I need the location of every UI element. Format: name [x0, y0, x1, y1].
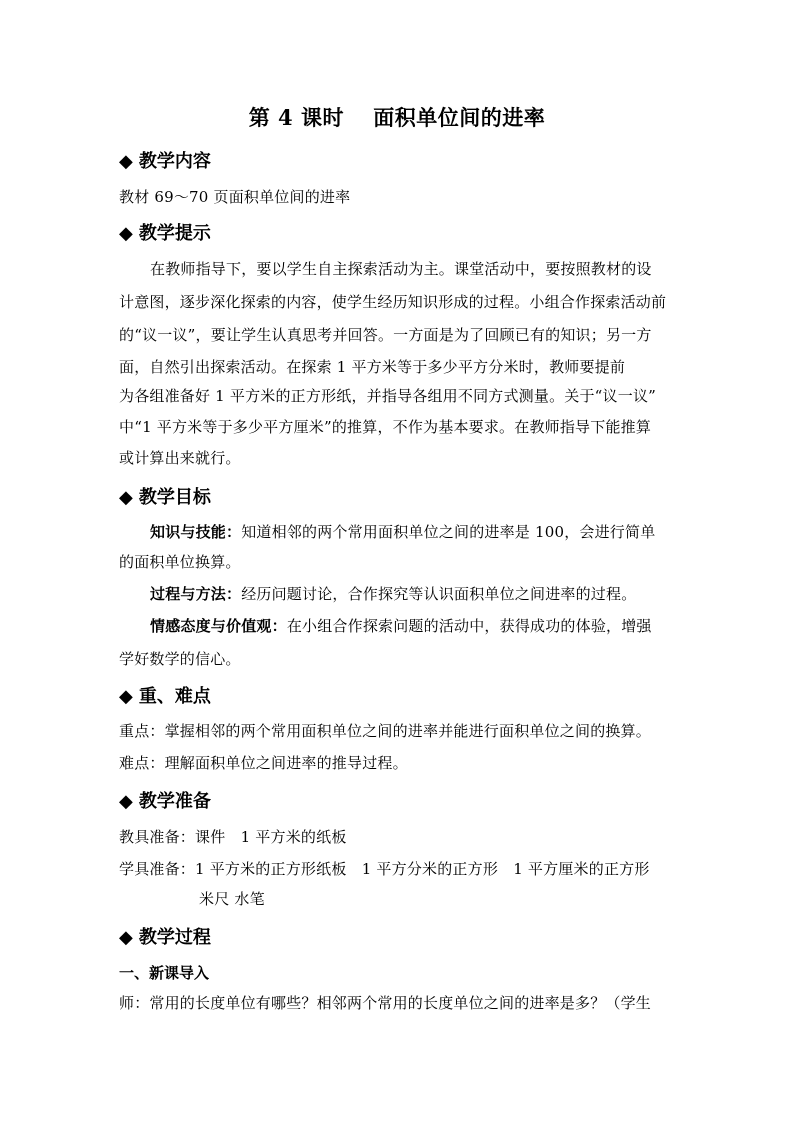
tips-line: 或计算出来就行。 [119, 449, 241, 467]
heading-label: 教学过程 [138, 927, 211, 948]
goal-knowledge [150, 521, 655, 542]
process-subheading: 一、新课导入 [119, 964, 210, 982]
tips-line: 计意图，逐步深化探索的内容，使学生经历知识形成的过程。小组合作探索活动前 [119, 293, 667, 311]
diamond-bullet-icon: ◆ [119, 223, 133, 244]
tips-line: 为各组准备好 1 平方米的正方形纸，并指导各组用不同方式测量。关于“议一议” [119, 387, 657, 405]
tips-line: 中“1 平方米等于多少平方厘米”的推算，不作为基本要求。在教师指导下能推算 [119, 418, 652, 436]
section-heading-tips [119, 219, 211, 245]
heading-label: 重、难点 [138, 686, 211, 707]
student-preparation: 学具准备：1 平方米的正方形纸板 1 平方分米的正方形 1 平方厘米的正方形 [119, 860, 650, 878]
teacher-preparation: 教具准备：课件 1 平方米的纸板 [119, 828, 347, 846]
tips-line: 面，自然引出探索活动。在探索 1 平方米等于多少平方分米时，教师要提前 [119, 358, 626, 376]
goal-process [150, 583, 636, 604]
content-text: 教材 69～70 页面积单位间的进率 [119, 188, 351, 206]
diamond-bullet-icon: ◆ [119, 151, 133, 172]
heading-label: 教学内容 [138, 151, 211, 172]
goal-text: 在小组合作探索问题的活动中，获得成功的体验，增强 [286, 617, 652, 635]
goal-text: 经历问题讨论，合作探究等认识面积单位之间进率的过程。 [241, 585, 637, 603]
goal-label: 情感态度与价值观： [150, 617, 287, 635]
goal-label: 知识与技能： [150, 523, 242, 541]
section-heading-goals [119, 483, 211, 509]
process-line: 师：常用的长度单位有哪些？相邻两个常用的长度单位之间的进率是多？（学生 [119, 994, 652, 1012]
goal-knowledge-cont: 的面积单位换算。 [119, 553, 241, 571]
heading-label: 教学目标 [138, 487, 211, 508]
goal-label: 过程与方法： [150, 585, 242, 603]
heading-label: 教学准备 [138, 791, 211, 812]
difficult-point-text: 难点：理解面积单位之间进率的推导过程。 [119, 754, 408, 772]
page-title: 第 4 课时 面积单位间的进率 [248, 105, 546, 130]
section-heading-preparation [119, 787, 211, 813]
section-heading-process [119, 923, 211, 949]
tips-line: 在教师指导下，要以学生自主探索活动为主。课堂活动中，要按照教材的设 [150, 260, 652, 278]
tips-line: 的“议一议”，要让学生认真思考并回答。一方面是为了回顾已有的知识；另一方 [119, 326, 652, 344]
student-preparation-cont: 米尺 水笔 [199, 890, 265, 908]
goal-text: 知道相邻的两个常用面积单位之间的进率是 100，会进行简单 [241, 523, 656, 541]
section-heading-content [119, 147, 211, 173]
goal-emotion-cont: 学好数学的信心。 [119, 650, 241, 668]
diamond-bullet-icon: ◆ [119, 487, 133, 508]
diamond-bullet-icon: ◆ [119, 927, 133, 948]
diamond-bullet-icon: ◆ [119, 686, 133, 707]
section-heading-key-points [119, 682, 211, 708]
key-point-text: 重点：掌握相邻的两个常用面积单位之间的进率并能进行面积单位之间的换算。 [119, 722, 652, 740]
goal-emotion [150, 615, 652, 636]
heading-label: 教学提示 [138, 223, 211, 244]
diamond-bullet-icon: ◆ [119, 791, 133, 812]
